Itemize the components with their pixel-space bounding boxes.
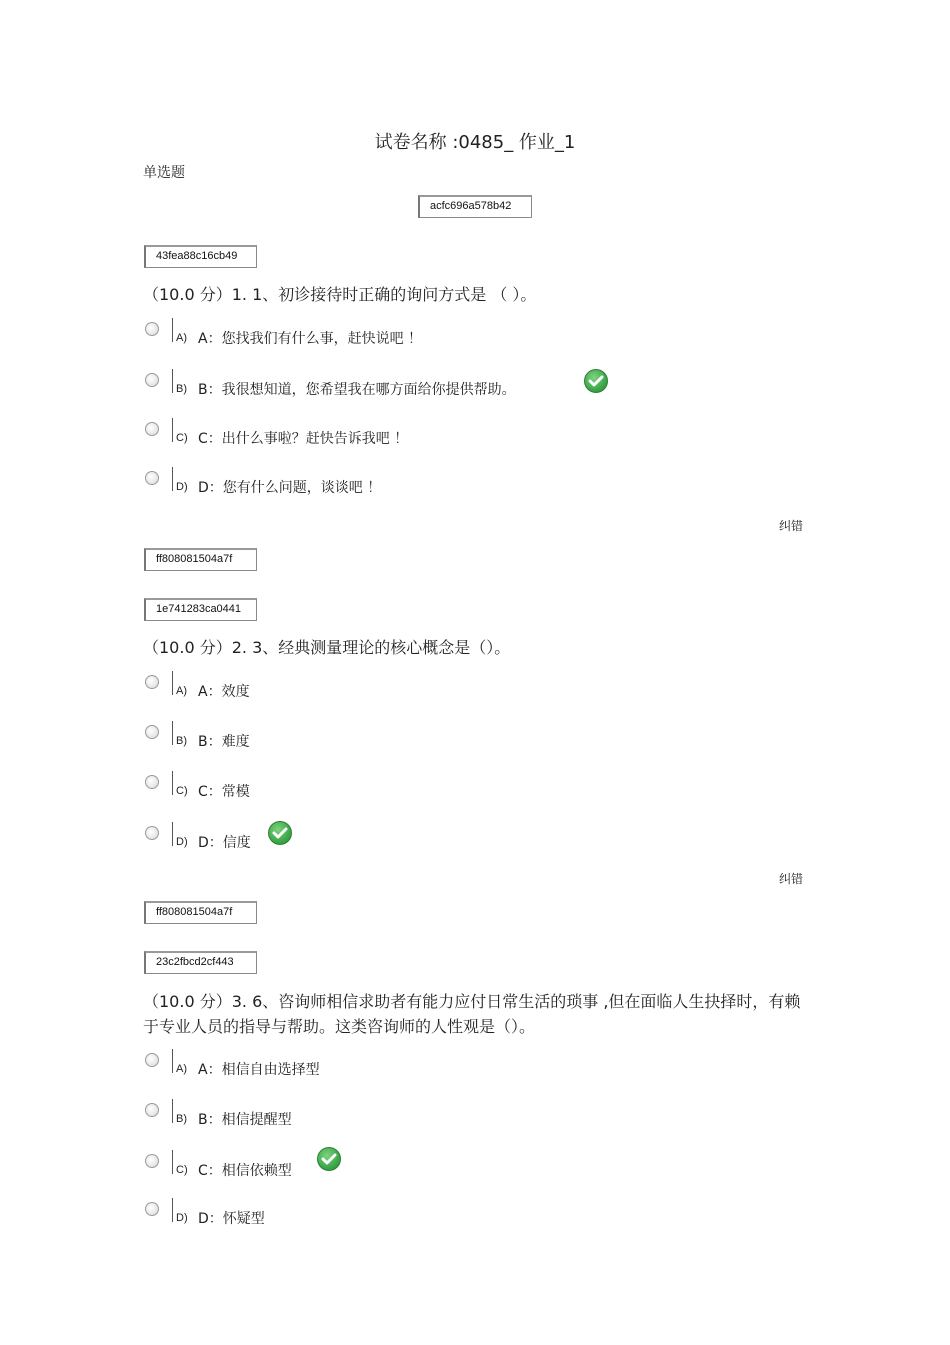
divider (172, 721, 173, 745)
option-letter: A) (176, 1063, 187, 1075)
option-row[interactable] (143, 1154, 743, 1184)
option-letter: D) (176, 1212, 188, 1224)
divider (172, 1099, 173, 1123)
option-letter: D) (176, 481, 188, 493)
question-text: （10.0 分）1. 1、初诊接待时正确的询问方式是 （ ）。 (143, 285, 537, 304)
report-error-link[interactable]: 纠错 (779, 519, 804, 533)
option-row[interactable] (143, 422, 743, 452)
radio-button[interactable] (145, 826, 159, 840)
radio-button[interactable] (145, 422, 159, 436)
option-text: D：信度 (198, 835, 251, 851)
correct-check-icon (268, 821, 292, 845)
divider (172, 1049, 173, 1073)
option-text: D：您有什么问题，谈谈吧 ！ (198, 480, 382, 496)
question-id-field: ff808081504a7f (144, 901, 257, 924)
option-letter: C) (176, 432, 188, 444)
section-heading: 单选题 (143, 165, 185, 181)
question-id-field: 43fea88c16cb49 (144, 245, 257, 268)
radio-button[interactable] (145, 1154, 159, 1168)
question-text: （10.0 分）2. 3、经典测量理论的核心概念是（）。 (143, 638, 511, 657)
option-letter: B) (176, 1113, 187, 1125)
radio-button[interactable] (145, 322, 159, 336)
divider (172, 369, 173, 393)
option-row[interactable] (143, 775, 743, 805)
option-row[interactable] (143, 1053, 743, 1083)
option-row[interactable] (143, 725, 743, 755)
option-letter: B) (176, 735, 187, 747)
option-row[interactable] (143, 826, 743, 856)
option-letter: A) (176, 685, 187, 697)
option-text: B：相信提醒型 (198, 1112, 292, 1128)
radio-button[interactable] (145, 1103, 159, 1117)
radio-button[interactable] (145, 373, 159, 387)
option-letter: C) (176, 785, 188, 797)
divider (172, 418, 173, 442)
paper-id-field: acfc696a578b42 (418, 195, 532, 218)
option-row[interactable] (143, 1103, 743, 1133)
option-text: B：难度 (198, 734, 250, 750)
radio-button[interactable] (145, 675, 159, 689)
report-error-link[interactable]: 纠错 (779, 872, 804, 886)
correct-check-icon (584, 369, 608, 393)
option-row[interactable] (143, 471, 743, 501)
divider (172, 467, 173, 491)
question-id-field: 23c2fbcd2cf443 (144, 951, 257, 974)
option-letter: D) (176, 836, 188, 848)
option-text: C：常模 (198, 784, 250, 800)
radio-button[interactable] (145, 471, 159, 485)
option-text: D：怀疑型 (198, 1211, 265, 1227)
option-text: A：效度 (198, 684, 250, 700)
option-text: B：我很想知道，您希望我在哪方面给你提供帮助。 (198, 382, 516, 398)
radio-button[interactable] (145, 1053, 159, 1067)
question-id-field: ff808081504a7f (144, 548, 257, 571)
option-row[interactable] (143, 675, 743, 705)
radio-button[interactable] (145, 775, 159, 789)
divider (172, 1198, 173, 1222)
option-row[interactable] (143, 1202, 743, 1232)
option-row[interactable] (143, 322, 743, 352)
question-id-field: 1e741283ca0441 (144, 598, 257, 621)
option-text: A：您找我们有什么事，赶快说吧 ！ (198, 331, 423, 347)
option-text: C：相信依赖型 (198, 1163, 292, 1179)
paper-title: 试卷名称 :0485_ 作业_1 (374, 132, 576, 153)
divider (172, 671, 173, 695)
option-row[interactable] (143, 373, 743, 403)
divider (172, 771, 173, 795)
divider (172, 1150, 173, 1174)
divider (172, 318, 173, 342)
correct-check-icon (317, 1147, 341, 1171)
radio-button[interactable] (145, 725, 159, 739)
option-text: C：出什么事啦？赶快告诉我吧 ！ (198, 431, 409, 447)
option-text: A：相信自由选择型 (198, 1062, 320, 1078)
question-text: （10.0 分）3. 6、咨询师相信求助者有能力应付日常生活的琐事 ,但在面临人生抉择时，有赖于专业人员的指导与帮助。这类咨询师的人性观是（）。 (143, 992, 801, 1036)
option-letter: A) (176, 332, 187, 344)
radio-button[interactable] (145, 1202, 159, 1216)
divider (172, 822, 173, 846)
option-letter: C) (176, 1164, 188, 1176)
option-letter: B) (176, 383, 187, 395)
